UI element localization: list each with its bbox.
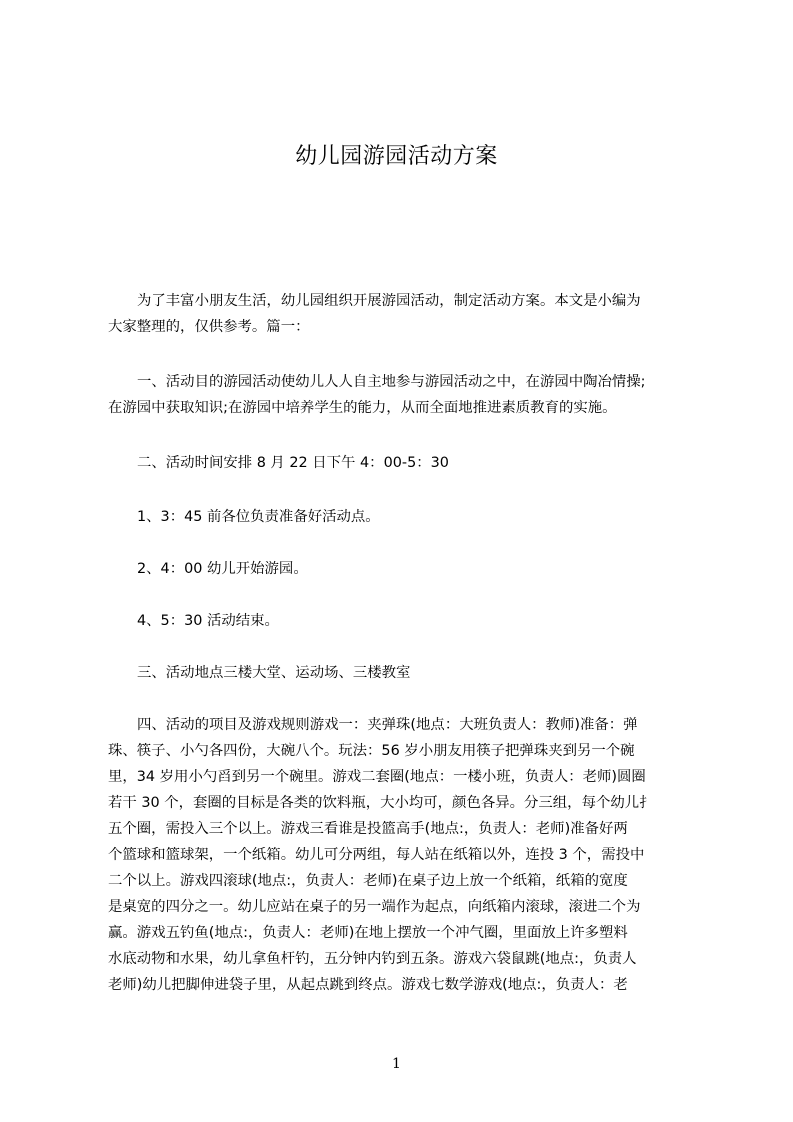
paragraph-line: 是桌宽的四分之一。幼儿应站在桌子的另一端作为起点，向纸箱内滚球，滚进二个为: [108, 899, 641, 915]
paragraph-line: 水底动物和水果，幼儿拿鱼杆钓，五分钟内钓到五条。游戏六袋鼠跳(地点:，负责人: [108, 951, 637, 967]
paragraph-line: 个篮球和篮球架，一个纸箱。幼儿可分两组，每人站在纸箱以外，连投 3 个，需投中: [108, 847, 645, 863]
paragraph-line: 二、活动时间安排 8 月 22 日下午 4：00-5：30: [137, 455, 449, 471]
paragraph-line: 老师)幼儿把脚伸进袋子里，从起点跳到终点。游戏七数学游戏(地点:，负责人：老: [108, 977, 628, 993]
paragraph-line: 为了丰富小朋友生活，幼儿园组织开展游园活动，制定活动方案。本文是小编为: [137, 293, 641, 309]
paragraph-line: 2、4：00 幼儿开始游园。: [137, 561, 308, 577]
paragraph-line: 二个以上。游戏四滚球(地点:，负责人：老师)在桌子边上放一个纸箱，纸箱的宽度: [108, 873, 628, 889]
paragraph-line: 若干 30 个，套圈的目标是各类的饮料瓶，大小均可，颜色各异。分三组，每个幼儿扌: [108, 795, 654, 811]
paragraph-line: 大家整理的，仅供参考。篇一：: [108, 319, 310, 335]
paragraph-location: [108, 660, 700, 686]
paragraph-games: [108, 712, 700, 998]
paragraph-intro: [108, 288, 700, 340]
page-number: 1: [392, 1056, 401, 1072]
paragraph-step-1: [108, 504, 700, 530]
paragraph-line: 五个圈，需投入三个以上。游戏三看谁是投篮高手(地点:，负责人：老师)准备好两: [108, 821, 628, 837]
paragraph-step-3: [108, 608, 700, 634]
paragraph-line: 一、活动目的游园活动使幼儿人人自主地参与游园活动之中，在游园中陶冶情操;: [137, 374, 646, 390]
paragraph-line: 赢。游戏五钓鱼(地点:，负责人：老师)在地上摆放一个冲气圈，里面放上许多塑料: [108, 925, 628, 941]
paragraph-step-2: [108, 556, 700, 582]
paragraph-line: 四、活动的项目及游戏规则游戏一：夹弹珠(地点：大班负责人：教师)准备：弹: [137, 717, 638, 733]
paragraph-purpose: [108, 369, 700, 421]
paragraph-line: 里，34 岁用小勺舀到另一个碗里。游戏二套圈(地点：一楼小班，负责人：老师)圆圈: [108, 769, 646, 785]
paragraph-time: [108, 450, 700, 476]
paragraph-line: 在游园中获取知识;在游园中培养学生的能力，从而全面地推进素质教育的实施。: [108, 400, 617, 416]
paragraph-line: 珠、筷子、小勺各四份，大碗八个。玩法：56 岁小朋友用筷子把弹珠夹到另一个碗: [108, 743, 635, 759]
paragraph-line: 4、5：30 活动结束。: [137, 613, 279, 629]
document-title: 幼儿园游园活动方案: [295, 144, 498, 169]
paragraph-line: 1、3：45 前各位负责准备好活动点。: [137, 509, 380, 525]
paragraph-line: 三、活动地点三楼大堂、运动场、三楼教室: [137, 665, 411, 681]
